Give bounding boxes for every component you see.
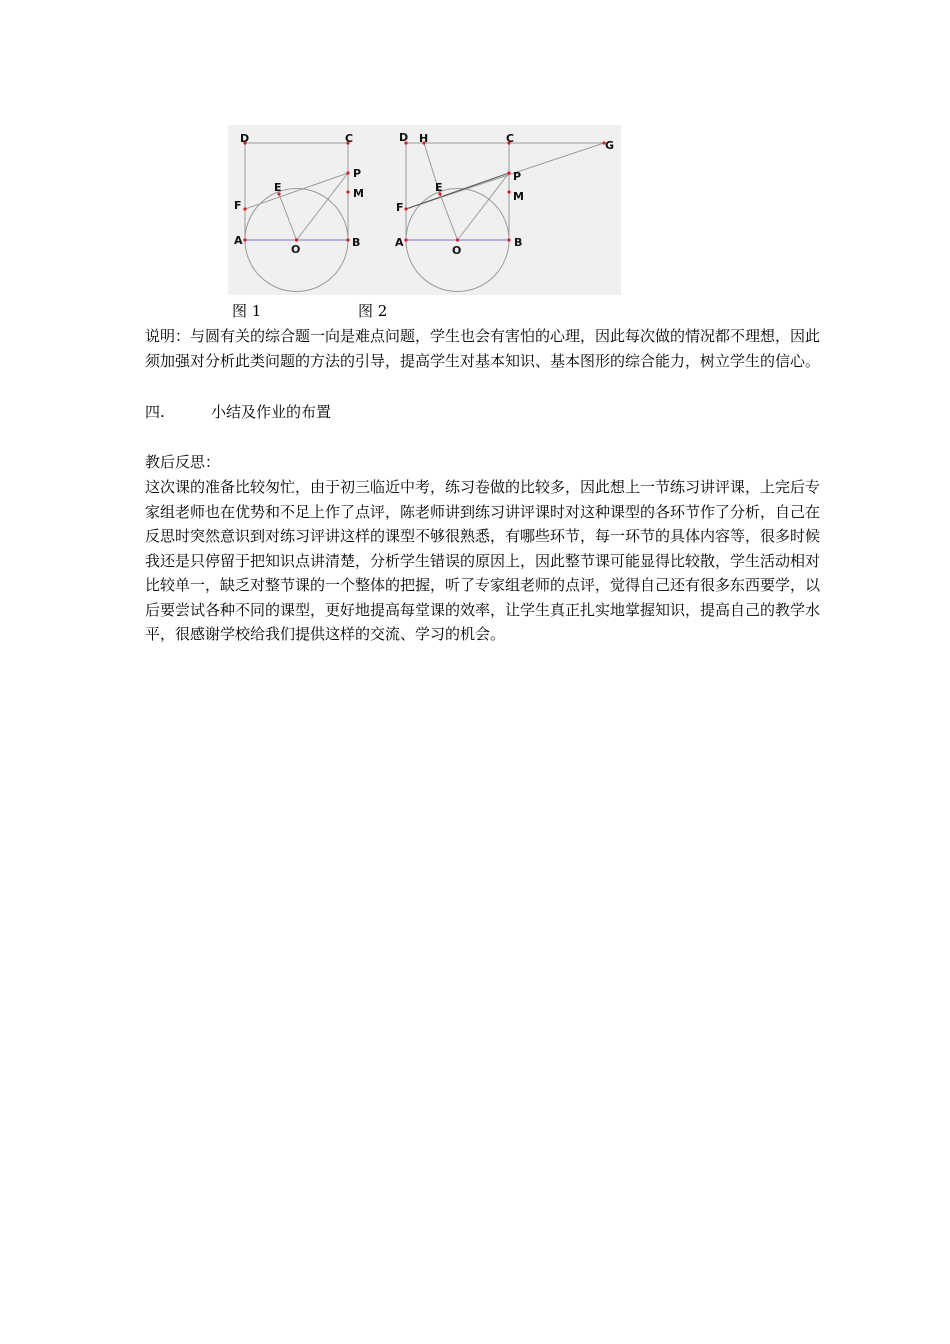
section-4-title: 小结及作业的布置: [211, 403, 332, 421]
label-h-fig2: H: [419, 132, 429, 145]
geometry-figures: [228, 125, 621, 295]
point-b-fig2: [507, 238, 510, 241]
point-f-fig2: [404, 207, 407, 210]
reflection-label: 教后反思：: [145, 453, 221, 471]
label-o-fig1: O: [291, 243, 301, 256]
radius-oe-fig1: [279, 194, 297, 240]
label-o-fig2: O: [452, 244, 462, 257]
label-e-fig1: E: [274, 181, 282, 194]
figure-2-caption: 图 2: [358, 302, 388, 320]
label-b-fig1: B: [352, 236, 361, 249]
label-a-fig1: A: [234, 234, 243, 247]
point-p-fig2: [507, 171, 510, 174]
label-c-fig2: C: [506, 132, 515, 145]
point-b-fig1: [346, 238, 349, 241]
explanation-paragraph: 说明：与圆有关的综合题一向是难点问题，学生也会有害怕的心理，因此每次做的情况都不理想，因此须加强对分析此类问题的方法的引导，提高学生对基本知识、基本图形的综合能力，树立学生的信心。: [145, 327, 821, 370]
label-b-fig2: B: [514, 236, 523, 249]
radius-oe-fig2: [440, 194, 458, 240]
point-p-fig1: [346, 171, 349, 174]
point-m-fig2: [507, 190, 510, 193]
label-f-fig2: F: [396, 201, 404, 214]
point-a-fig1: [243, 238, 246, 241]
section-4-heading: [145, 401, 331, 422]
label-f-fig1: F: [234, 199, 242, 212]
label-a-fig2: A: [395, 236, 404, 249]
figure-1-diagram: [245, 143, 348, 292]
label-m-fig2: M: [513, 190, 524, 203]
label-p-fig2: P: [513, 170, 522, 183]
segment-op-fig1: [297, 173, 349, 240]
point-a-fig2: [404, 238, 407, 241]
label-e-fig2: E: [435, 181, 443, 194]
section-4-number: 四.: [145, 403, 165, 421]
reflection-paragraph: 这次课的准备比较匆忙，由于初三临近中考，练习卷做的比较多，因此想上一节练习讲评课，上完后专家组老师也在优势和不足上作了点评，陈老师讲到练习讲评课时对这种课型的各环节作了分析，自己在反思时突然意识到对练习评讲这样的课型不够很熟悉，有哪些环节，每一环节的具体内容等，很多时候我还是只停留于把知识点讲清楚，分析学生错误的原因上，因此整节课可能显得比较散，学生活动相对比较单一，缺乏对整节课的一个整体的把握，听了专家组老师的点评，觉得自己还有很多东西要学，以后要尝试各种不同的课型，更好地提高每堂课的效率，让学生真正扎实地掌握知识，提高自己的教学水平，很感谢学校给我们提供这样的交流、学习的机会。: [145, 478, 821, 643]
point-o-fig2: [456, 238, 459, 241]
geometry-diagram: [228, 125, 621, 295]
point-o-fig1: [295, 238, 298, 241]
figure-1-caption: 图 1: [232, 302, 262, 320]
label-m-fig1: M: [353, 187, 364, 200]
figure-2-diagram: [406, 143, 604, 292]
label-p-fig1: P: [353, 167, 362, 180]
label-d-fig2: D: [399, 131, 409, 144]
label-g-fig2: G: [605, 139, 615, 152]
point-f-fig1: [243, 207, 246, 210]
label-d-fig1: D: [240, 132, 250, 145]
label-c-fig1: C: [345, 132, 354, 145]
point-m-fig1: [346, 190, 349, 193]
